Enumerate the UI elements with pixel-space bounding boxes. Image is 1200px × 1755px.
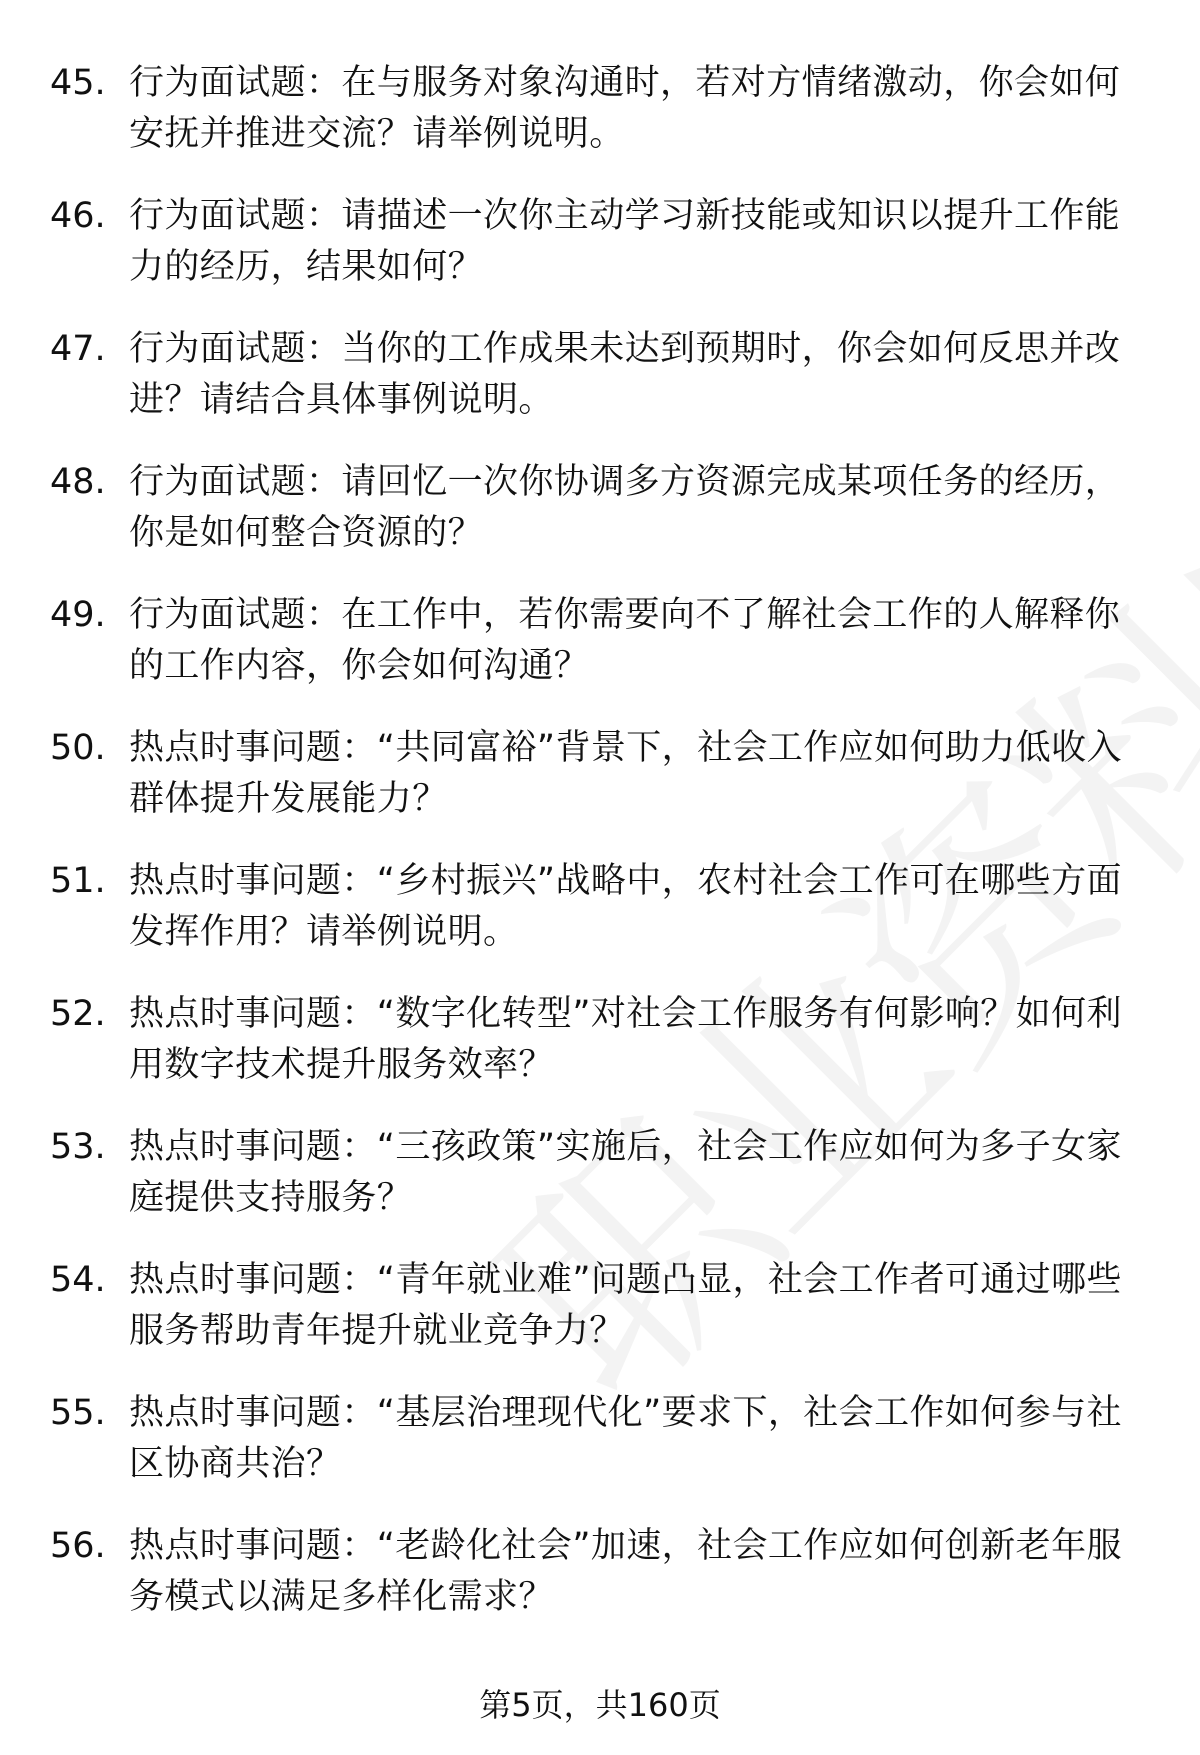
question-text: 热点时事问题：“基层治理现代化”要求下，社会工作如何参与社区协商共治？ (129, 1393, 1122, 1484)
question-text: 行为面试题：请描述一次你主动学习新技能或知识以提升工作能力的经历，结果如何？ (129, 196, 1121, 287)
list-item (50, 58, 1150, 160)
question-number: 49. (50, 595, 106, 635)
list-item (50, 191, 1150, 293)
question-number: 48. (50, 462, 106, 502)
question-number: 51. (50, 861, 106, 901)
list-item (50, 324, 1150, 426)
question-text: 行为面试题：请回忆一次你协调多方资源完成某项任务的经历，你是如何整合资源的？ (129, 462, 1121, 553)
question-text: 热点时事问题：“青年就业难”问题凸显，社会工作者可通过哪些服务帮助青年提升就业竞争力？ (129, 1260, 1122, 1351)
question-number: 56. (50, 1526, 106, 1566)
page-footer: 第5页，共160页 (479, 1686, 721, 1724)
question-number: 54. (50, 1260, 106, 1300)
list-item (50, 1388, 1150, 1490)
list-item (50, 723, 1150, 825)
question-number: 46. (50, 196, 106, 236)
list-item (50, 856, 1150, 958)
question-text: 热点时事问题：“共同富裕”背景下，社会工作应如何助力低收入群体提升发展能力？ (129, 728, 1122, 819)
question-number: 53. (50, 1127, 106, 1167)
list-item (50, 1255, 1150, 1357)
question-list (50, 58, 1150, 1654)
question-text: 行为面试题：当你的工作成果未达到预期时，你会如何反思并改进？请结合具体事例说明。 (129, 329, 1121, 420)
question-text: 热点时事问题：“三孩政策”实施后，社会工作应如何为多子女家庭提供支持服务？ (129, 1127, 1122, 1218)
question-text: 热点时事问题：“数字化转型”对社会工作服务有何影响？如何利用数字技术提升服务效率？ (129, 994, 1122, 1085)
question-number: 50. (50, 728, 106, 768)
question-text: 行为面试题：在与服务对象沟通时，若对方情绪激动，你会如何安抚并推进交流？请举例说明。 (129, 63, 1121, 154)
question-number: 52. (50, 994, 106, 1034)
question-number: 45. (50, 63, 106, 103)
list-item (50, 457, 1150, 559)
list-item (50, 1122, 1150, 1224)
question-text: 行为面试题：在工作中，若你需要向不了解社会工作的人解释你的工作内容，你会如何沟通？ (129, 595, 1121, 686)
list-item (50, 590, 1150, 692)
question-number: 47. (50, 329, 106, 369)
question-text: 热点时事问题：“老龄化社会”加速，社会工作应如何创新老年服务模式以满足多样化需求？ (129, 1526, 1122, 1617)
question-text: 热点时事问题：“乡村振兴”战略中，农村社会工作可在哪些方面发挥作用？请举例说明。 (129, 861, 1122, 952)
list-item (50, 1521, 1150, 1623)
question-number: 55. (50, 1393, 106, 1433)
list-item (50, 989, 1150, 1091)
